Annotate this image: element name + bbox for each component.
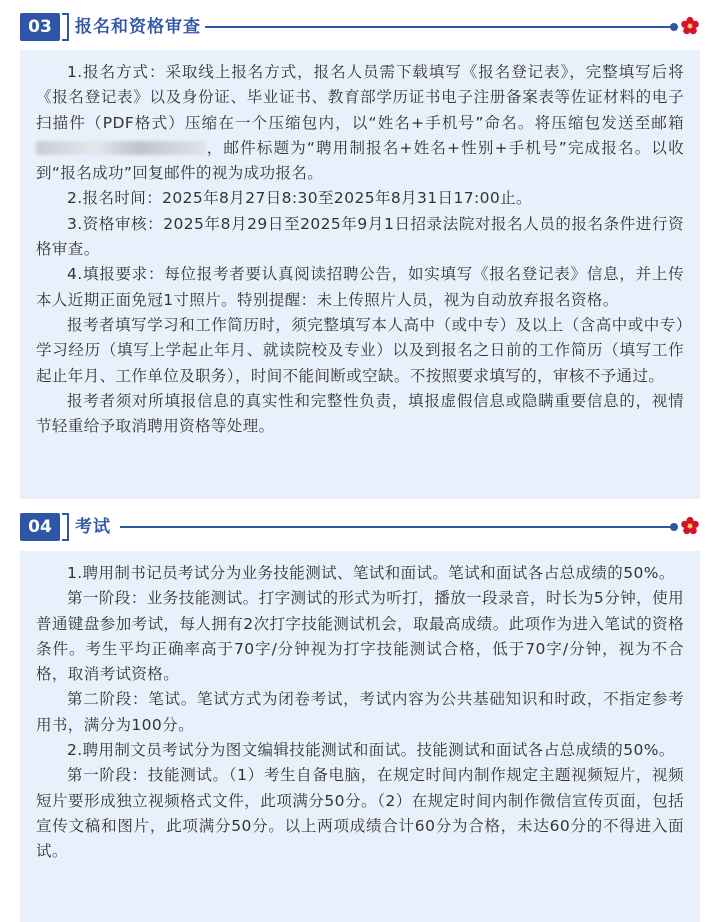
section-title: 报名和资格审查 [75,17,201,37]
paragraph-filling-requirements: 4.填报要求：每位报考者要认真阅读招聘公告，如实填写《报名登记表》信息，并上传本人近期正面免冠1寸照片。特别提醒：未上传照片人员，视为自动放弃报名资格。 [36,265,684,309]
flower-icon [680,516,700,536]
paragraph-resume-requirements: 报考者填写学习和工作简历时，须完整填写本人高中（或中专）及以上（含高中或中专）学习经历（填写上学起止年月、就读院校及专业）以及到报名之日前的工作简历（填写工作起止年月、工作单位及职务），时间不能间断或空缺。不按照要求填写的，审核不予通过。 [36,315,684,385]
section-04-content [20,551,700,922]
redacted-email [36,141,206,155]
paragraph-stage-two-written: 第二阶段：笔试。笔试方式为闭卷考试，考试内容为公共基础知识和时政，不指定参考用书，满分为100分。 [36,690,684,734]
paragraph-text: 1.报名方式：采取线上报名方式，报名人员需下载填写《报名登记表》，完整填写后将《报名登记表》以及身份证、毕业证书、教育部学历证书电子注册备案表等佐证材料的电子扫描件（PDF格式）压缩在一个压缩包内，以“姓名+手机号”命名。将压缩包发送至邮箱 [36,63,684,132]
paragraph-registration-time: 2.报名时间：2025年8月27日8:30至2025年8月31日17:00止。 [67,189,532,208]
paragraph-qualification-review: 3.资格审核：2025年8月29日至2025年9月1日招录法院对报名人员的报名条件进行资格审查。 [36,214,684,259]
paragraph-clerk-exam: 1.聘用制书记员考试分为业务技能测试、笔试和面试。笔试和面试各占总成绩的50%。 [67,564,675,582]
header-divider-line [120,526,675,528]
paragraph-stage-one-skills: 第一阶段：技能测试。（1）考生自备电脑，在规定时间内制作规定主题视频短片，视频短片要形成独立视频格式文件，此项满分50分。（2）在规定时间内制作微信宣传页面，包括宣传文稿和图片，此项满分50分。以上两项成绩合计60分为合格，未达60分的不得进入面试。 [36,766,684,861]
paragraph-staff-exam: 2.聘用制文员考试分为图文编辑技能测试和面试。技能测试和面试各占总成绩的50%。 [67,741,675,760]
badge-bracket [62,513,69,541]
section-number-badge: 04 [20,513,60,541]
paragraph-truthfulness: 报考者须对所填报信息的真实性和完整性负责，填报虚假信息或隐瞒重要信息的，视情节轻重给予取消聘用资格等处理。 [36,391,684,436]
paragraph-stage-one-typing: 第一阶段：业务技能测试。打字测试的形式为听打，播放一段录音，时长为5分钟，使用普通键盘参加考试，每人拥有2次打字技能测试机会，取最高成绩。此项作为进入笔试的资格条件。考生平均正确率高于70字/分钟视为打字技能测试合格，低于70字/分钟，视为不合格，取消考试资格。 [36,589,684,684]
section-number-badge: 03 [20,13,60,41]
section-header-03 [20,13,700,43]
flower-icon [680,16,700,36]
section-03-content [20,50,700,499]
paragraph-text: ，邮件标题为“聘用制报名+姓名+性别+手机号”完成报名。以收到“报名成功”回复邮件的视为成功报名。 [36,138,684,183]
section-title: 考试 [75,517,111,537]
badge-bracket [62,13,69,41]
section-header-04 [20,513,700,543]
header-divider-line [205,26,675,28]
paragraph-registration-method [36,60,684,186]
